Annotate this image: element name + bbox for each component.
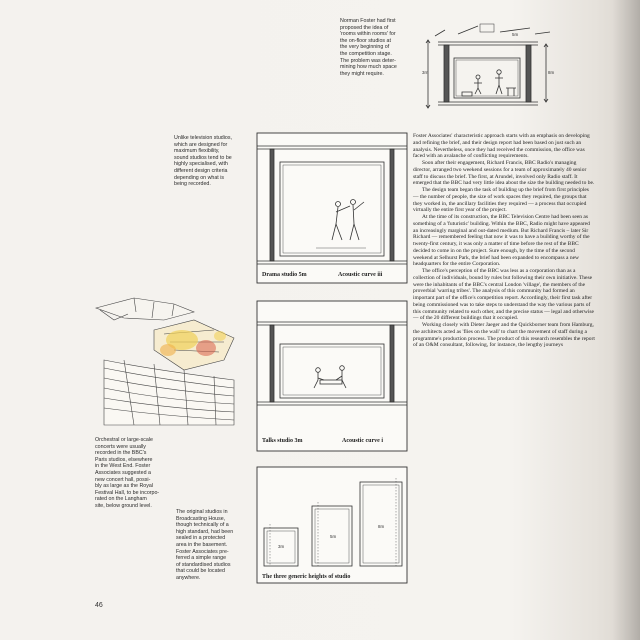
generic-heights-title: The three generic heights of studio (262, 574, 351, 580)
body-paragraph: Soon after their engagement, Richard Francis, BBC Radio's managing director, arranged two weekend sessions for a team of approximately 40 senior staff to discuss the brief. The first, at Arundel, involved only Radio staff. It emerged that the BBC had very little idea about the size the building needed to be. (413, 160, 595, 187)
section-note-left: 3m (422, 70, 429, 75)
height-label-3m: 3m (278, 544, 285, 549)
caption-orchestral: Orchestral or large-scale concerts were usually recorded in the BBC's Paris studios, elsewhere in the West End. Foster Associates suggested a new concert hall, possi- bly as large as the Royal Festival Hall, to be incorpo- rated on the Langham site, below ground level. (95, 437, 160, 509)
page-gutter-shadow (612, 0, 640, 640)
section-sketch-rooms (420, 22, 560, 122)
body-paragraph: Working closely with Dieter Jaeger and the Quickborner team from Hamburg, the architects acted as 'flies on the wall' to chart the movement of staff during a programme's production process. The product of this research resembles the report of an O&M consultant, following, for instance, the lengthy journeys (413, 322, 595, 349)
height-label-5m: 5m (330, 534, 337, 539)
talks-studio-label: Talks studio 3m (262, 438, 303, 444)
talks-curve-label: Acoustic curve i (342, 438, 383, 444)
section-note-right: 8m (548, 70, 555, 75)
drama-curve-label: Acoustic curve iii (338, 272, 383, 278)
body-text-column (413, 133, 595, 349)
generic-heights-drawing (256, 466, 408, 586)
height-label-8m: 8m (378, 524, 385, 529)
drama-studio-drawing (256, 132, 408, 286)
caption-foster-rooms: Norman Foster had first proposed the idea of 'rooms within rooms' for the on-floor studios at the very beginning of the competition stage. The problem was deter- mining how much space they might require. (340, 18, 397, 77)
caption-sound-studios: Unlike television studios, which are designed for maximum flexibility, sound studios tend to be highly specialised, with different design criteria depending on what is being recorded. (174, 135, 232, 188)
drama-studio-label: Drama studio 5m (262, 272, 307, 278)
body-paragraph: The design team began the task of building up the brief from first principles — the number of people, the size of work spaces they required, the groups that they worked in, the ancillary facilities they required — a process that occupied virtually the entire first year of the project. (413, 187, 589, 214)
caption-original-studios: The original studios in Broadcasting House, though technically of a high standard, had been sealed in a protected area in the basement. Foster Associates pre- ferred a simple range of standardised studios that could be located anywhere. (176, 509, 234, 581)
body-paragraph: Foster Associates' characteristic approach starts with an emphasis on developing and refining the brief, and their design report had been based on just such an analysis. Nevertheless, once they had received the commission, the office was faced with an avalanche of conflicting requirements. (413, 133, 590, 160)
section-note-top: 5m (512, 32, 519, 37)
body-paragraph: The office's perception of the BBC was less as a corporation than as a collection of individuals, bound by rules but following their own initiative. These were the inhabitants of the BBC's central London 'village', the members of the proverbial 'warring tribes'. The analysis of this community had formed an important part of the office's competition report. Accordingly, their first task after being commissioned was to take steps to understand the way the various parts of this community related to each other, and the precise status — legal and otherwise — of the 20 different buildings that it occupied. (413, 268, 594, 322)
talks-studio-drawing (256, 300, 408, 454)
body-paragraph: At the time of its construction, the BBC Television Centre had been seen as something of a 'futuristic' building. Within the BBC, Radio might have appeared an increasingly marginal and out-dated medium. But Richard Francis – later Sir Richard — remembered feeling that now it was to have a building worthy of the twenty-first century, it was only a matter of time before the rest of the BBC decided to come in on the project. Sure enough, by the time of the second weekend at Selhurst Park, the brief had been expanded to encompass a new headquarters for the entire Corporation. (413, 214, 590, 268)
page-number: 46 (95, 602, 103, 609)
concert-hall-sketch (94, 290, 246, 430)
